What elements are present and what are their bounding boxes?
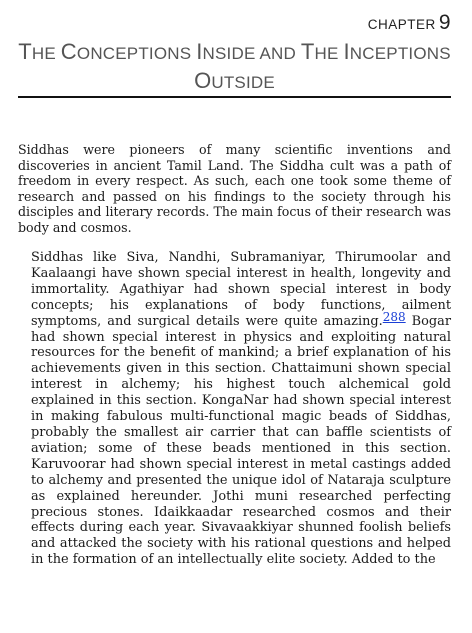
body-paragraph-1: Siddhas were pioneers of many scientific inventions and discoveries in ancient Tamil Land. The Siddha cult was a path of freedom in every respect. As such, each one took some theme of research and passed on his findings to the society through his disciples and literary records. The main focus of their research was body and cosmos. xyxy=(18,142,451,235)
paragraph-2-text-end: Bogar had shown special interest in physics and exploiting natural resources for the benefit of mankind; a brief explanation of his achievements given in this section. Chattaimuni shown special interest in alchemy; his highest touch alchemical gold explained in this section. KongaNar had shown special interest in making fabulous multi-functional magic beads of Siddhas, probably the smallest air carrier that can baffle scientists of aviation; some of these beads mentioned in this section. Karuvoorar had shown special interest in metal castings added to alchemy and presented the unique idol of Nataraja sculpture as explained hereunder. Jothi muni researched perfecting precious stones. Idaikkaadar researched cosmos and their effects during each year. Sivavaakkiyar shunned foolish beliefs and attacked the society with his rational questions and helped in the formation of an intellectually elite society. Added to the xyxy=(31,313,451,568)
chapter-label xyxy=(368,11,451,35)
paragraph-2-text-start: Siddhas like Siva, Nandhi, Subramaniyar, Thirumoolar and Kaalaangi have shown special interest in health, longevity and immortality. Agathiyar had shown special interest in body concepts; his explanations of body functions, ailment symptoms, and surgical details were quite amazing. xyxy=(31,250,451,329)
title-cap: I xyxy=(343,39,350,64)
title-rest: UTSIDE xyxy=(211,73,275,92)
title-cap: I xyxy=(196,39,203,64)
chapter-title-line-1 xyxy=(18,38,451,67)
title-cap: T xyxy=(300,39,315,64)
footnote-link[interactable]: 288 xyxy=(382,309,406,324)
title-rest: HE xyxy=(31,44,61,63)
chapter-title-line-2 xyxy=(18,67,451,96)
title-rest: NSIDE AND xyxy=(202,44,301,63)
title-cap: O xyxy=(194,68,212,93)
title-divider xyxy=(18,96,451,98)
chapter-word: CHAPTER xyxy=(367,17,436,32)
title-rest: NCEPTIONS xyxy=(349,44,451,63)
title-rest: ONCEPTIONS xyxy=(76,44,197,63)
title-rest: HE xyxy=(314,44,344,63)
body-paragraph-2 xyxy=(31,250,451,568)
chapter-number: 9 xyxy=(438,11,451,34)
title-cap: T xyxy=(18,39,32,64)
chapter-title xyxy=(18,38,451,96)
title-cap: C xyxy=(60,39,77,64)
